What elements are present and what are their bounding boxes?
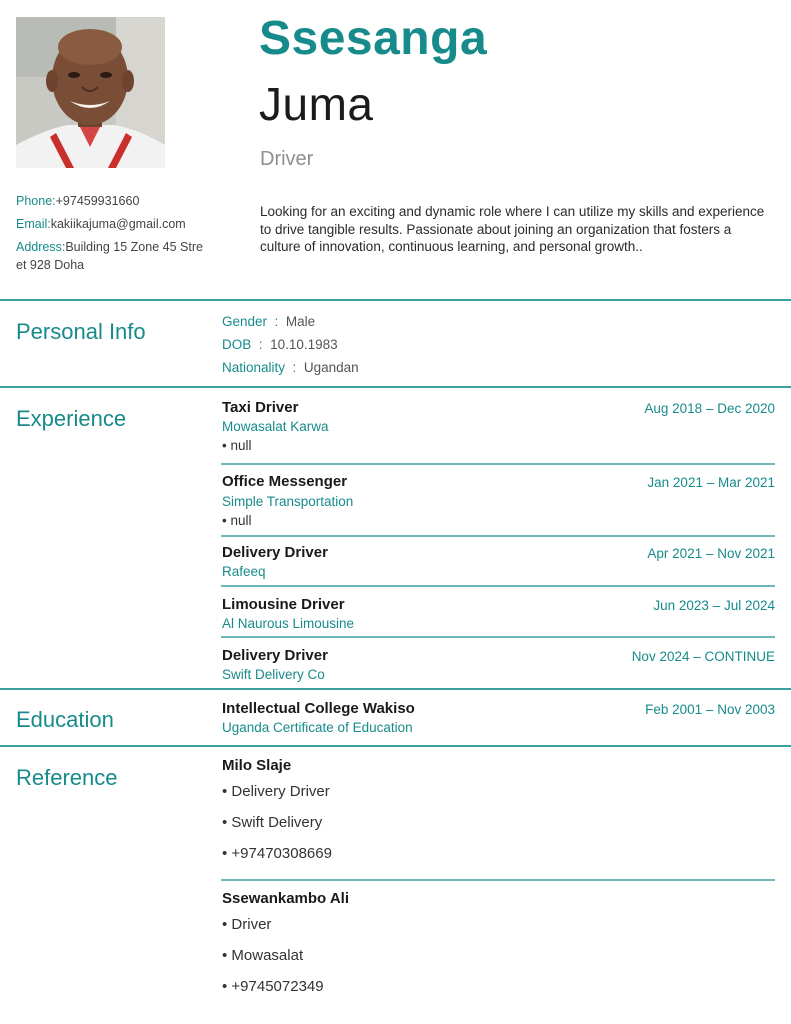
section-title-reference: Reference [16,765,118,790]
info-key: DOB [222,337,252,352]
info-sep: : [258,337,263,352]
education-date: Feb 2001 – Nov 2003 [645,702,775,717]
reference-detail: • Swift Delivery [222,814,323,831]
reference-name: Ssewankambo Ali [222,890,349,907]
experience-org: Swift Delivery Co [222,667,325,682]
phone-label: Phone: [16,194,56,208]
experience-date: Nov 2024 – CONTINUE [631,649,775,664]
experience-date: Jun 2023 – Jul 2024 [653,598,775,613]
info-value: 10.10.1983 [270,337,338,352]
section-divider [0,386,791,388]
experience-role: Taxi Driver [222,399,299,416]
section-title-experience: Experience [16,406,127,431]
address-label: Address: [16,240,66,254]
contact-address-cont [16,256,231,274]
experience-org: Mowasalat Karwa [222,419,329,434]
experience-role: Delivery Driver [222,544,328,561]
info-row-dob [222,336,338,354]
info-value: Ugandan [303,360,359,375]
profile-summary: Looking for an exciting and dynamic role where I can utilize my skills and experience to drive tangible results. Passionate about joining an organization that fosters a culture of innovation, continuous learning, and personal growth.. [260,204,765,254]
entry-divider [221,585,775,587]
experience-org: Simple Transportation [222,494,354,509]
section-divider [0,745,791,747]
reference-detail: • Delivery Driver [222,783,330,800]
experience-bullet: • null [222,438,252,453]
contact-phone [16,192,231,210]
info-row-gender [222,313,315,331]
entry-divider [221,463,775,465]
reference-phone[interactable]: • +9745072349 [222,978,324,995]
profile-photo [16,17,165,168]
experience-role: Delivery Driver [222,647,328,664]
experience-org: Rafeeq [222,564,266,579]
experience-role: Limousine Driver [222,596,345,613]
entry-divider [221,535,775,537]
email-value[interactable]: kakiikajuma@gmail.com [50,217,186,231]
section-divider [0,688,791,690]
address-line-2: et 928 Doha [16,258,85,272]
reference-name: Milo Slaje [222,757,292,774]
entry-divider [221,636,775,638]
email-label: Email: [16,217,51,231]
experience-date: Aug 2018 – Dec 2020 [644,401,775,416]
info-value: Male [285,314,316,329]
experience-bullet: • null [222,513,252,528]
reference-phone[interactable]: • +97470308669 [222,845,332,862]
info-sep: : [292,360,297,375]
reference-detail: • Driver [222,916,272,933]
reference-detail: • Mowasalat [222,947,304,964]
address-line-1: Building 15 Zone 45 Stre [65,240,203,254]
entry-divider [221,879,775,881]
info-key: Nationality [222,360,286,375]
contact-address [16,238,231,256]
experience-date: Jan 2021 – Mar 2021 [647,475,775,490]
contact-email [16,215,231,233]
job-title: Driver [260,148,314,170]
section-divider [0,299,791,301]
experience-org: Al Naurous Limousine [222,616,355,631]
info-sep: : [274,314,279,329]
phone-value[interactable]: +97459931660 [55,194,140,208]
experience-date: Apr 2021 – Nov 2021 [647,546,775,561]
info-key: Gender [222,314,268,329]
info-row-nationality [222,359,359,377]
education-school: Intellectual College Wakiso [222,700,415,717]
section-title-education: Education [16,707,114,732]
last-name: Juma [259,78,374,130]
first-name: Ssesanga [259,12,488,65]
education-degree: Uganda Certificate of Education [222,720,413,735]
section-title-personal-info: Personal Info [16,319,146,344]
experience-role: Office Messenger [222,473,348,490]
